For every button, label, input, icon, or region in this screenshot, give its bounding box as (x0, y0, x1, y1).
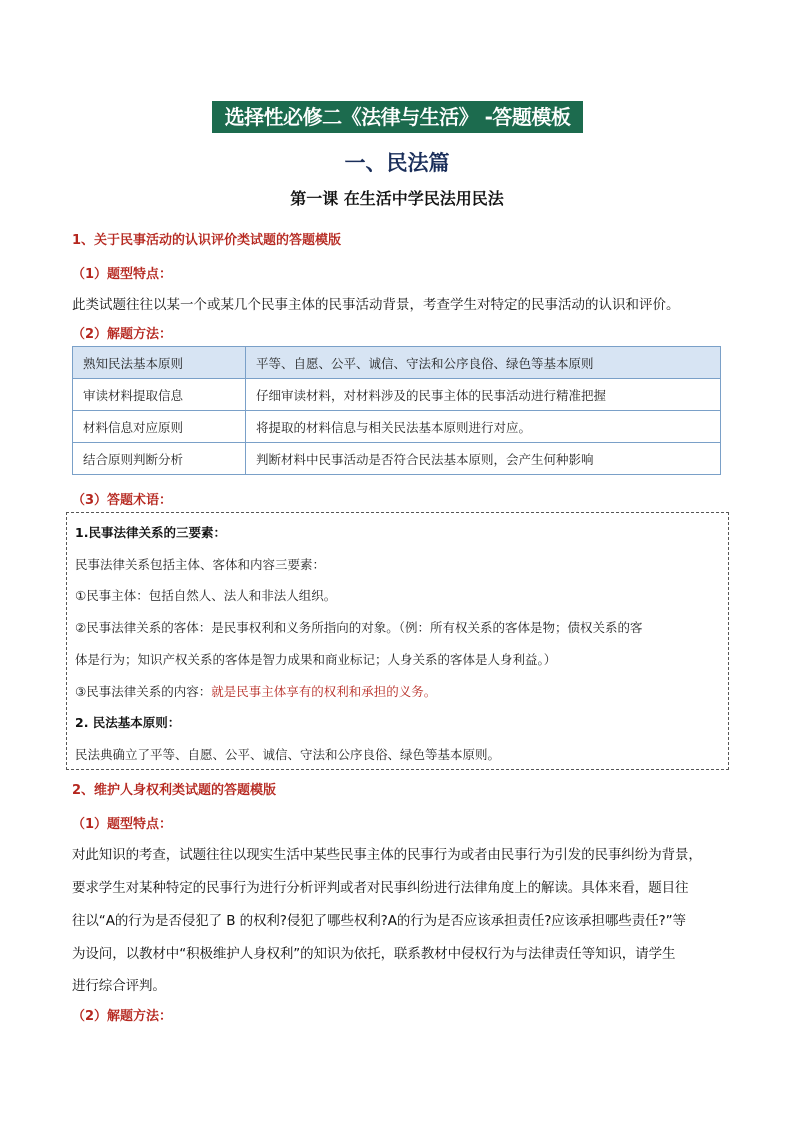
section2-heading: 2、维护人身权利类试题的答题模版 (72, 783, 277, 798)
step-cell: 材料信息对应原则 (73, 411, 246, 443)
section1-method-label: （2）解题方法： (72, 327, 173, 342)
desc-cell: 平等、自愿、公平、诚信、守法和公序良俗、绿色等基本原则 (246, 347, 721, 379)
term1-subject: ①民事主体：包括自然人、法人和非法人组织。 (75, 588, 337, 603)
term1-object-line1: ②民事法律关系的客体：是民事权利和义务所指向的对象。（例：所有权关系的客体是物；债权关系的客 (75, 620, 643, 635)
section2-line: 往以“A的行为是否侵犯了 B 的权利?侵犯了哪些权利?A的行为是否应该承担责任?应该承担哪些责任?”等 (72, 913, 686, 929)
section2-method-label: （2）解题方法： (72, 1009, 173, 1024)
section1-feature-label: （1）题型特点： (72, 267, 173, 282)
desc-cell: 仔细审读材料，对材料涉及的民事主体的民事活动进行精准把握 (246, 379, 721, 411)
table-row (73, 443, 721, 475)
section1-terms-label: （3）答题术语： (72, 493, 173, 508)
term2-text: 民法典确立了平等、自愿、公平、诚信、守法和公序良俗、绿色等基本原则。 (75, 747, 501, 762)
section2-line: 进行综合评判。 (72, 978, 166, 994)
term1-content (75, 682, 436, 700)
section1-feature-text: 此类试题往往以某一个或某几个民事主体的民事活动背景，考查学生对特定的民事活动的认识和评价。 (72, 297, 680, 313)
part-title: 一、民法篇 (344, 151, 450, 175)
section2-line: 对此知识的考查，试题往往以现实生活中某些民事主体的民事行为或者由民事行为引发的民事纠纷为背景， (72, 847, 702, 863)
desc-cell: 判断材料中民事活动是否符合民法基本原则，会产生何种影响 (246, 443, 721, 475)
term1-content-prefix: ③民事法律关系的内容： (75, 684, 212, 699)
step-cell: 审读材料提取信息 (73, 379, 246, 411)
table-row (73, 379, 721, 411)
term2-title: 2. 民法基本原则： (75, 715, 181, 730)
section2-line: 为设问，以教材中“积极维护人身权利”的知识为依托，联系教材中侵权行为与法律责任等知识，请学生 (72, 946, 676, 962)
terms-box (66, 512, 729, 770)
desc-cell: 将提取的材料信息与相关民法基本原则进行对应。 (246, 411, 721, 443)
step-cell: 熟知民法基本原则 (73, 347, 246, 379)
section2-feature-label: （1）题型特点： (72, 817, 173, 832)
term1-title: 1.民事法律关系的三要素： (75, 525, 226, 540)
term1-intro: 民事法律关系包括主体、客体和内容三要素： (75, 557, 326, 572)
section1-heading: 1、关于民事活动的认识评价类试题的答题模版 (72, 233, 342, 248)
table-row (73, 411, 721, 443)
method-table (72, 346, 721, 475)
term1-object-line2: 体是行为；知识产权关系的客体是智力成果和商业标记；人身关系的客体是人身利益。） (75, 652, 557, 667)
step-cell: 结合原则判断分析 (73, 443, 246, 475)
section2-line: 要求学生对某种特定的民事行为进行分析评判或者对民事纠纷进行法律角度上的解读。具体来看，题目往 (72, 880, 689, 896)
lesson-title: 第一课 在生活中学民法用民法 (290, 189, 504, 208)
term1-content-red: 就是民事主体享有的权利和承担的义务。 (211, 684, 437, 699)
table-row (73, 347, 721, 379)
title-banner: 选择性必修二《法律与生活》 -答题模板 (212, 101, 583, 133)
